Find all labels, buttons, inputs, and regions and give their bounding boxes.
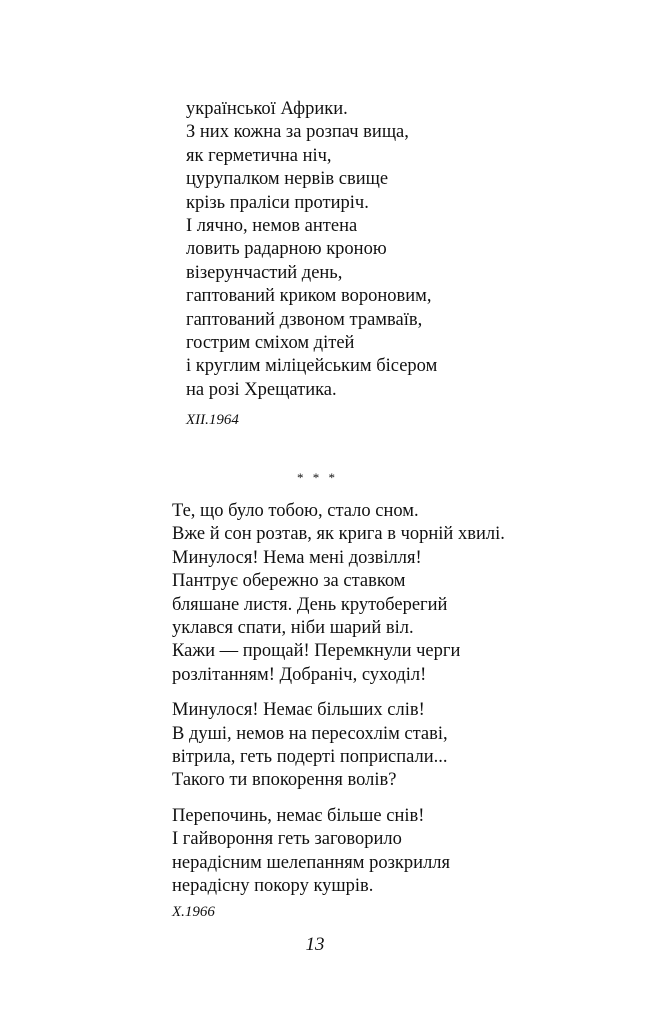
poem-line: Те, що було тобою, стало сном.: [172, 501, 419, 521]
poem-line: гаптований криком вороновим,: [186, 286, 432, 307]
stanza: [172, 699, 505, 793]
poem-line: Такого ти впокорення волів?: [172, 770, 397, 791]
poem-line: візерунчастий день,: [186, 262, 343, 283]
poem-line: З них кожна за розпач вища,: [186, 122, 409, 143]
poem-continuation: [186, 98, 437, 402]
poem-line: на розі Хрещатика.: [186, 379, 337, 400]
poem-line: нерадісним шелепанням розкрилля: [172, 852, 451, 873]
poem-date: X.1966: [172, 904, 215, 920]
poem-line: вітрила, геть подерті поприспали...: [172, 747, 448, 768]
poem-line: гаптований дзвоном трамваїв,: [186, 309, 423, 330]
poem-line: гострим сміхом дітей: [186, 333, 355, 354]
poem-line: Минулося! Немає більших слів!: [172, 700, 425, 721]
poem-line: Минулося! Нема мені дозвілля!: [172, 547, 422, 568]
poem-line: В душі, немов на пересохлім ставі,: [172, 723, 448, 744]
poem-line: уклався спати, ніби шарий віл.: [172, 618, 414, 639]
poem-line: і круглим міліцейським бісером: [186, 356, 438, 377]
poem-line: бляшане листя. День крутоберегий: [172, 594, 448, 615]
poem-line: Вже й сон розтав, як крига в чорній хвилі.: [172, 524, 505, 545]
page-number: 13: [305, 934, 325, 955]
poem-line: крізь праліси протиріч.: [186, 192, 369, 213]
poem-line: як герметична ніч,: [186, 145, 332, 166]
stanza: [172, 805, 505, 899]
poem-separator: * * *: [297, 470, 338, 485]
poem-line: Кажи — прощай! Перемкнули черги: [172, 641, 461, 662]
poem-line: нерадісну покору кушрів.: [172, 876, 374, 897]
poem-line: цурупалком нервів свище: [186, 169, 389, 190]
stanza: [172, 500, 505, 687]
poem-line: української Африки.: [186, 99, 348, 119]
poem-date: XII.1964: [186, 412, 239, 428]
poem-line: ловить радарною кроною: [186, 239, 387, 260]
poem-line: Перепочинь, немає більше снів!: [172, 805, 425, 826]
poem-line: Пантрує обережно за ставком: [172, 571, 406, 592]
poem: [172, 500, 505, 899]
poem-line: І гайвороння геть заговорило: [172, 829, 402, 850]
poem-line: І лячно, немов антена: [186, 216, 358, 237]
poem-line: розлітанням! Добраніч, суходіл!: [172, 664, 427, 685]
